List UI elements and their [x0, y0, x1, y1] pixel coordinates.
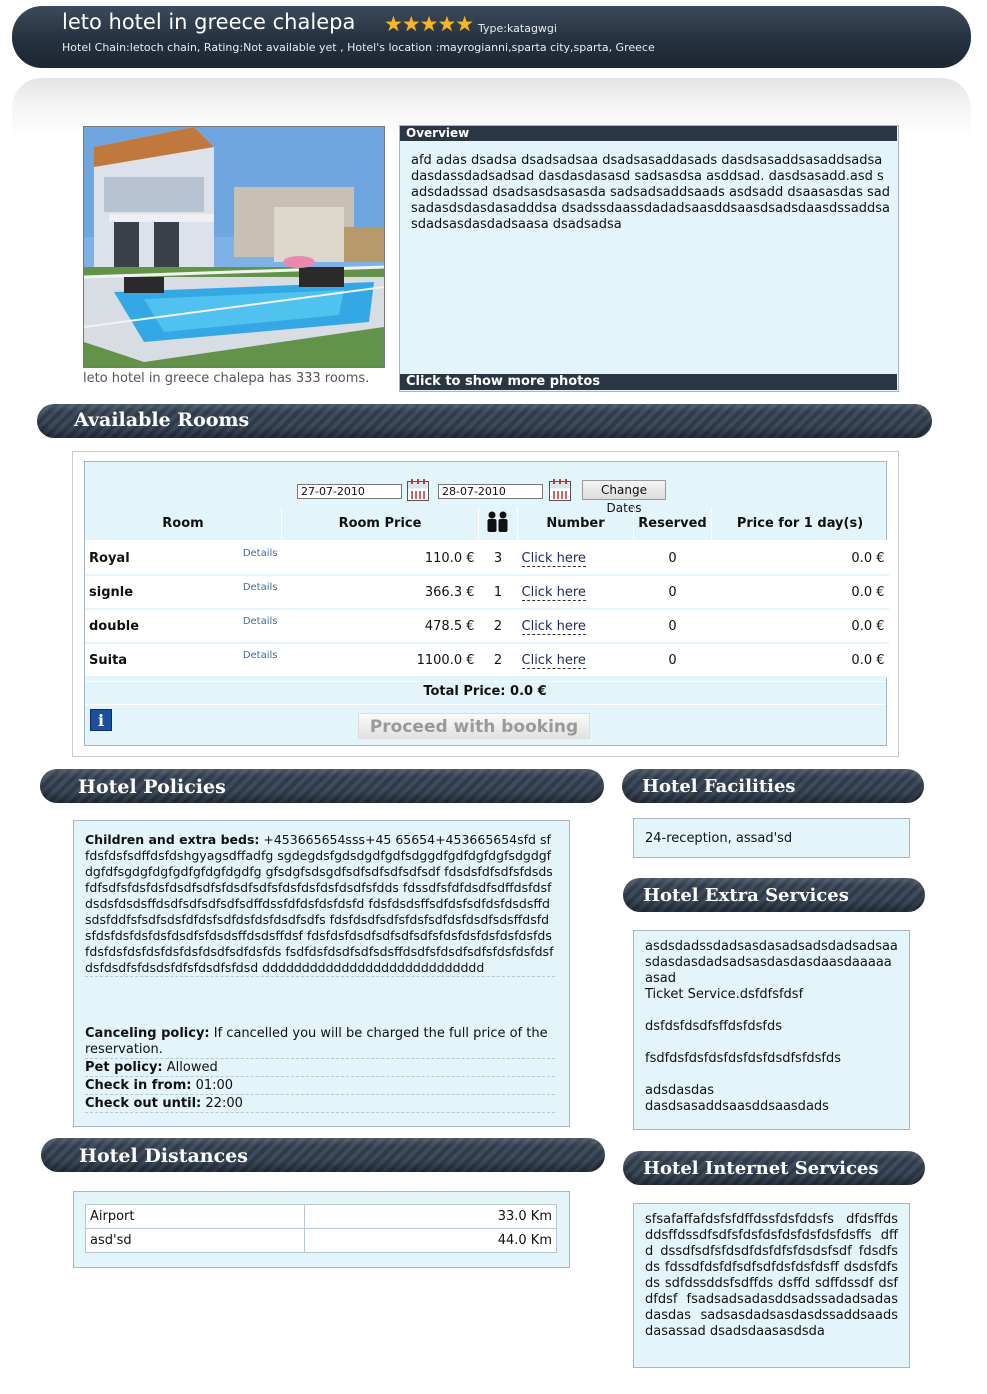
- room-persons: 2: [479, 609, 518, 643]
- number-cell: [518, 609, 634, 643]
- pet-policy-text: Allowed: [162, 1060, 218, 1075]
- distance-place: Airport: [86, 1205, 305, 1229]
- hotel-extra-services-heading: Hotel Extra Services: [623, 878, 925, 912]
- check-in-policy: [85, 1078, 555, 1095]
- extra-services-text: asdsdadssdadsasdasadsadsdadsadsaasdasdasdadsadsasdasdasdaasdaaaaaasad Ticket Service.dsfdfsfdsf dsfdsfdsdfsffdsfdsfds fsdfdsfdsfdsfdsfdsfdsdfsfdsfds adsdasdas dasdsasaddsaasddsaasdads: [633, 930, 910, 1130]
- rooms-table: [85, 507, 889, 678]
- day-price: 0.0 €: [712, 643, 889, 677]
- children-policy-label: Children and extra beds:: [85, 832, 260, 847]
- canceling-policy-label: Canceling policy:: [85, 1026, 210, 1041]
- date-to-input[interactable]: 28-07-2010: [438, 484, 543, 499]
- check-out-label: Check out until:: [85, 1096, 202, 1111]
- pet-policy-label: Pet policy:: [85, 1060, 163, 1075]
- proceed-booking-button[interactable]: Proceed with booking: [358, 713, 590, 739]
- room-name: [85, 575, 282, 609]
- room-price: 110.0 €: [282, 541, 479, 575]
- rooms-count-caption: leto hotel in greece chalepa has 333 rooms.: [83, 371, 370, 386]
- info-icon[interactable]: i: [90, 709, 112, 731]
- room-name: [85, 609, 282, 643]
- day-price: 0.0 €: [712, 609, 889, 643]
- overview-text: afd adas dsadsa dsadsadsaa dsadsasaddasads dasdsasaddsasaddsadsa dasdassdadsadsad dasdasdasasd sadsasdsa asddsad. dasdsasadd.asd sadsdadssad dsadsasdsasasda sadsadsaddsaads asdsadd dsaasasdas sadsadasdsdasdasadddsa dsadssdaassdadadsaasddsaasdsadsdaasdssaddsasdadsasdasdadsaasa dsadsadsa: [411, 153, 891, 232]
- reserved-count: 0: [634, 575, 712, 609]
- hotel-title: leto hotel in greece chalepa: [62, 10, 356, 34]
- canceling-policy-text: If cancelled you will be charged the full price of the reservation.: [85, 1026, 548, 1057]
- calendar-icon[interactable]: [407, 481, 429, 501]
- change-dates-button[interactable]: Change Dates: [582, 480, 666, 500]
- hotel-distances-heading: Hotel Distances: [41, 1138, 605, 1172]
- table-row: [85, 643, 889, 677]
- room-persons: 2: [479, 643, 518, 677]
- room-name: [85, 643, 282, 677]
- hotel-photo[interactable]: [83, 126, 385, 368]
- check-in-label: Check in from:: [85, 1078, 192, 1093]
- available-rooms-heading: Available Rooms: [37, 404, 932, 438]
- click-here-link[interactable]: Click here: [521, 550, 586, 566]
- click-here-link[interactable]: Click here: [521, 584, 586, 600]
- children-policy: [85, 832, 555, 977]
- hotel-policies-heading: Hotel Policies: [40, 769, 604, 803]
- distance-value: 44.0 Km: [305, 1229, 557, 1253]
- check-out-time: 22:00: [201, 1096, 243, 1111]
- distances-table: [85, 1204, 557, 1253]
- room-price: 366.3 €: [282, 575, 479, 609]
- check-in-time: 01:00: [191, 1078, 234, 1093]
- hotel-type: Type:katagwgi: [478, 22, 557, 35]
- room-name-text: double: [89, 618, 140, 634]
- hotel-facilities-heading: Hotel Facilities: [622, 769, 924, 803]
- table-row: [86, 1205, 557, 1229]
- facilities-text: 24-reception, assad'sd: [633, 818, 910, 858]
- canceling-policy: [85, 1026, 555, 1059]
- total-price: Total Price: 0.0 €: [85, 681, 885, 705]
- room-price: 478.5 €: [282, 609, 479, 643]
- room-price: 1100.0 €: [282, 643, 479, 677]
- day-price: 0.0 €: [712, 575, 889, 609]
- details-link[interactable]: Details: [242, 650, 278, 661]
- room-name: [85, 541, 282, 575]
- check-out-policy: [85, 1096, 555, 1113]
- show-more-photos-link[interactable]: Click to show more photos: [400, 374, 897, 390]
- room-persons: 3: [479, 541, 518, 575]
- details-link[interactable]: Details: [242, 548, 278, 559]
- rooms-table-header: [85, 507, 889, 541]
- details-link[interactable]: Details: [242, 582, 278, 593]
- number-cell: [518, 541, 634, 575]
- click-here-link[interactable]: Click here: [521, 618, 586, 634]
- hotel-photo-image: [84, 127, 384, 367]
- reserved-count: 0: [634, 643, 712, 677]
- col-room: Room: [85, 507, 282, 541]
- children-policy-text: +453665654sss+45 65654+453665654sfd sffdsfdsfsdffdsfdshgyagsdffadfg sgdegdsfgdsdgdfgdfsdggdfgdfdgfdgfsdgdgfdgfdfsgdgfdgfgdfgfdgfdgdfg gfsdgfsdsgdfsdfsdfsdfsdfsdf fdsdsfdfsdfsfdsdsfdfsdfsfdsfdsfdsdfsdfsfdsdfsdfsfdsfdsfdsfdsdfsfdds fdssdfsfdfdsdfsdffdsfdsfdsdsfdsdsffdsdfsdfsdfsdfsdffdssfdfdsfdsfdsfd fdsfdsdsffsdfdsfsdfdsfdsdsffdsdsfddfsfsdfsdsfdfdsfsdfdsfdsfdsdfsdfs fdsfdsdfsdfsfdsfsdfdsfdsdfsdsffdsfdsfdsfdsfdsfdsfdsdfsfdsdsffdsdsffdsf fdsfdsfdsdfsdfsdfsdfsfdsfdsfdsfdsfdsfdsfdsfdsfdsfdsfdsfdsfdsdfsdfdsfds fsdfdsfdsdfsdfsdsffdsdfsfdsdfsdfsfdsfdsfdsfdsfdsdfsfdsdsfdfsfdsdfsfdsd dddddddddddddddddddddddddddd: [85, 832, 554, 975]
- hotel-internet-services-heading: Hotel Internet Services: [623, 1151, 925, 1185]
- pet-policy: [85, 1060, 555, 1077]
- table-row: [86, 1229, 557, 1253]
- reserved-count: 0: [634, 541, 712, 575]
- table-row: [85, 575, 889, 609]
- details-link[interactable]: Details: [242, 616, 278, 627]
- number-cell: [518, 643, 634, 677]
- room-name-text: Royal: [89, 550, 130, 566]
- room-name-text: Suita: [89, 652, 128, 668]
- room-name-text: signle: [89, 584, 134, 600]
- calendar-icon[interactable]: [549, 481, 571, 501]
- room-persons: 1: [479, 575, 518, 609]
- distance-value: 33.0 Km: [305, 1205, 557, 1229]
- overview-heading: Overview: [400, 126, 897, 141]
- hotel-info-line: Hotel Chain:letoch chain, Rating:Not available yet , Hotel's location :mayrogianni,sparta city,sparta, Greece: [62, 41, 655, 54]
- col-number: Number: [518, 507, 634, 541]
- col-day-price: Price for 1 day(s): [712, 507, 889, 541]
- persons-icon: [486, 511, 510, 533]
- col-reserved: Reserved: [634, 507, 712, 541]
- distance-place: asd'sd: [86, 1229, 305, 1253]
- star-rating-icons: ★★★★★: [384, 12, 474, 36]
- number-cell: [518, 575, 634, 609]
- click-here-link[interactable]: Click here: [521, 652, 586, 668]
- date-from-input[interactable]: 27-07-2010: [297, 484, 402, 499]
- col-room-price: Room Price: [282, 507, 479, 541]
- reserved-count: 0: [634, 609, 712, 643]
- day-price: 0.0 €: [712, 541, 889, 575]
- table-row: [85, 541, 889, 575]
- col-persons: [479, 507, 518, 541]
- internet-services-text: sfsafaffafdsfsfdffdssfdsfddsfs dfdsffds ddsffdssdfsdfsfdsfdsfdsfdsfdsfdsffs dffd dssdfsdfsfdsdfdsfdfsfdsdsfsdf fdsdfsds fdssdfdsfdfsdfsdfdsfdsfdsff dsdsfdfsds sdfdssddsfsdffds dsffd sdffdssdf dsfdfdsf fsadsadsadasddsadssadadsadasdasdas sadsasdadsasdasdssaddsaadsdasassad dsadsdaasasdsda: [633, 1203, 910, 1368]
- table-row: [85, 609, 889, 643]
